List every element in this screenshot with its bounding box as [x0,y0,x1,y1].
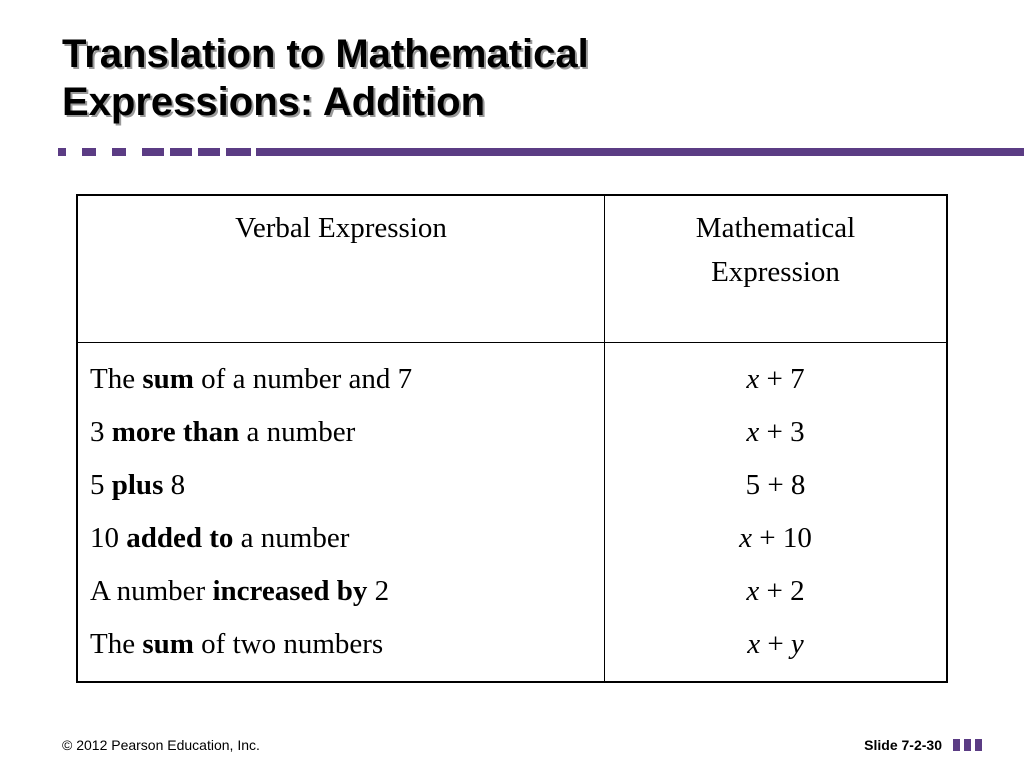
math-row: x + 7 [746,363,805,395]
verbal-row: The sum of a number and 7 [90,363,413,395]
slide-title [62,30,589,126]
verbal-row: The sum of two numbers [90,628,384,660]
math-row: 5 + 8 [745,469,806,501]
title-divider [58,148,1024,156]
table-body-row [77,343,947,683]
header-math [605,195,948,343]
translation-table [76,194,948,683]
header-math-line1: Mathematical [695,212,856,244]
slide-number: Slide 7-2-30 [864,737,942,753]
verbal-row: A number increased by 2 [90,575,390,607]
math-row: x + 2 [746,575,805,607]
verbal-row: 5 plus 8 [90,469,186,501]
header-math-line2: Expression [711,256,840,288]
verbal-row: 3 more than a number [90,416,356,448]
math-row: x + 3 [746,416,805,448]
copyright-notice: © 2012 Pearson Education, Inc. [62,737,260,753]
verbal-column [77,343,605,683]
slide-mark-icon [953,739,983,751]
math-column [605,343,948,683]
table-header-row [77,195,947,343]
slide-title-line1: Translation to Mathematical [62,32,589,76]
header-verbal: Verbal Expression [77,195,605,343]
slide-title-line2: Expressions: Addition [62,80,486,124]
math-row: x + y [747,628,804,660]
math-row: x + 10 [739,522,812,554]
verbal-row: 10 added to a number [90,522,350,554]
